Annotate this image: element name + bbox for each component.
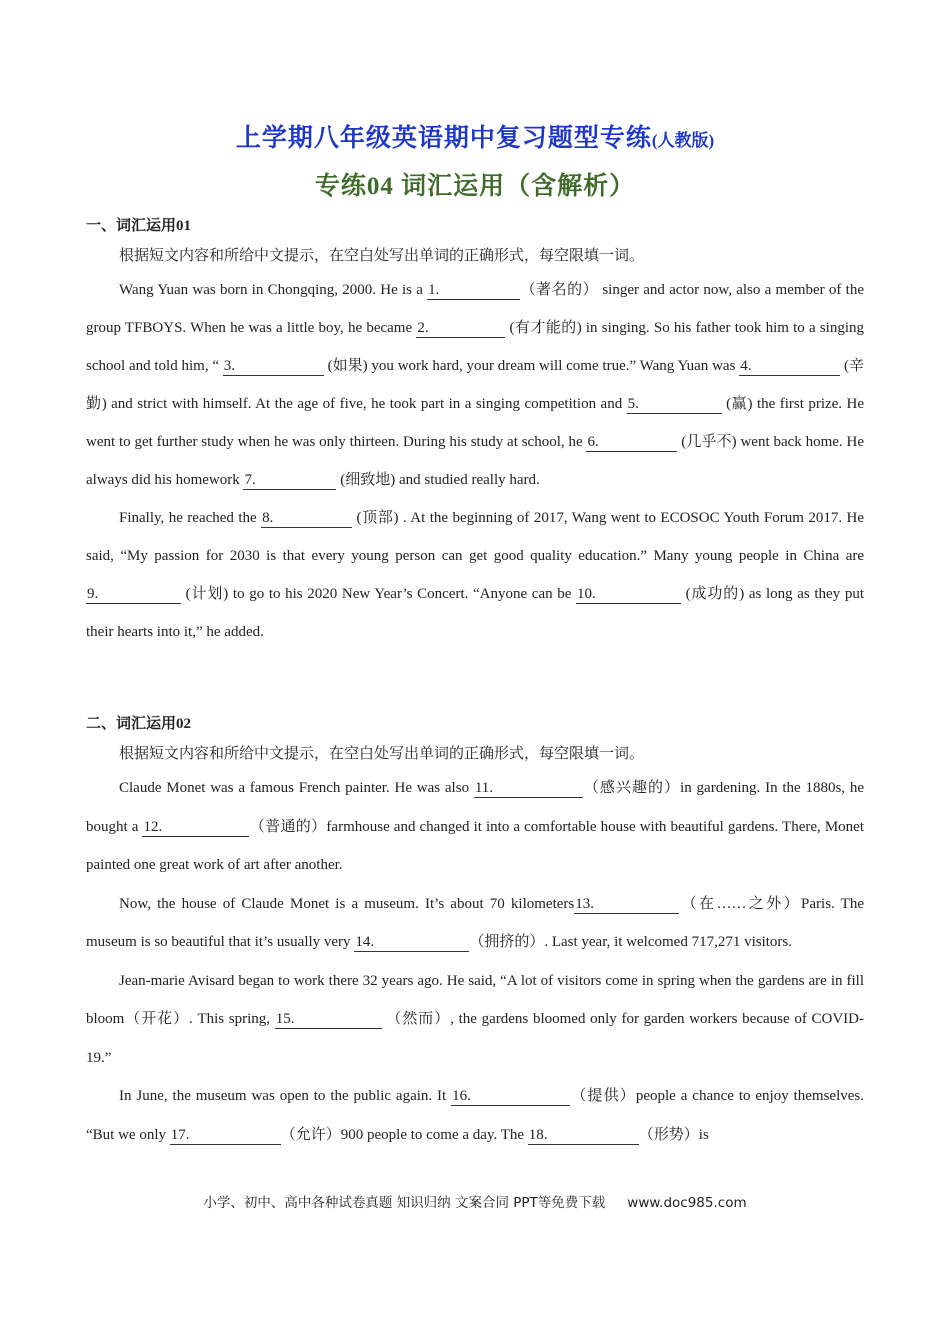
answer-blank-7[interactable]: 7. [243,471,336,490]
section-1 [86,211,864,651]
answer-blank-14[interactable]: 14. [354,933,469,952]
section-1-instruction: 根据短文内容和所给中文提示，在空白处写出单词的正确形式，每空限填一词。 [119,248,645,264]
section-1-paragraph-1: Wang Yuan was born in Chongqing, 2000. He is a 1. （著名的） singer and actor now, also a member of the group TFBOYS. When he was a little boy, he became 2. (有才能的) in singing. So his father took him to a singing school and told him, “ 3. (如果) you work hard, your dream will come true.” Wang Yuan was 4. (辛勤) and strict with himself. At the age of five, he took part in a singing competition and 5. (赢) the first prize. He went to get further study when he was only thirteen. During his study at school, he 6. (几乎不) went back home. He always did his homework 7. (细致地) and studied really hard. [86,282,865,488]
section-2 [86,709,864,1154]
page-title [0,118,950,154]
answer-blank-10[interactable]: 10. [576,585,681,604]
answer-blank-13[interactable]: 13. [574,895,679,914]
section-2-paragraph-2: Now, the house of Claude Monet is a museum. It’s about 70 kilometers13. （在……之外）Paris. The museum is so beautiful that it’s usually very 14. （拥挤的）. Last year, it welcomed 717,271 visitors. [86,895,864,950]
footer-url[interactable]: www.doc985.com [627,1195,747,1211]
section-1-paragraph-2: Finally, he reached the 8. (顶部) . At the beginning of 2017, Wang went to ECOSOC Youth Forum 2017. He said, “My passion for 2030 is that every young person can get good quality education.” Many young people in China are 9. (计划) to go to his 2020 New Year’s Concert. “Anyone can be 10. (成功的) as long as they put their hearts into it,” he added. [86,510,864,640]
answer-blank-15[interactable]: 15. [275,1010,382,1029]
section-2-paragraph-3: Jean-marie Avisard began to work there 32 years ago. He said, “A lot of visitors come in spring when the gardens are in fill bloom（开花）. This spring, 15. （然而）, the gardens bloomed only for garden workers because of COVID-19.” [86,972,864,1066]
page-subtitle: 专练04 词汇运用（含解析） [314,173,636,200]
answer-blank-11[interactable]: 11. [474,779,583,798]
section-2-heading: 二、词汇运用02 [86,716,192,732]
page-footer [0,1191,950,1211]
answer-blank-3[interactable]: 3. [223,357,324,376]
answer-blank-12[interactable]: 12. [142,818,249,837]
answer-blank-1[interactable]: 1. [427,281,520,300]
answer-blank-5[interactable]: 5. [627,395,722,414]
section-2-paragraph-4: In June, the museum was open to the public again. It 16. （提供）people a chance to enjoy themselves. “But we only 17. （允许）900 people to come a day. The 18. （形势）is [86,1088,864,1143]
answer-blank-2[interactable]: 2. [416,319,505,338]
answer-blank-4[interactable]: 4. [739,357,840,376]
answer-blank-18[interactable]: 18. [528,1126,639,1145]
answer-blank-16[interactable]: 16. [451,1087,570,1106]
answer-blank-6[interactable]: 6. [586,433,677,452]
answer-blank-8[interactable]: 8. [261,509,352,528]
answer-blank-9[interactable]: 9. [86,585,181,604]
title-suffix: (人教版) [651,131,715,150]
section-2-instruction: 根据短文内容和所给中文提示，在空白处写出单词的正确形式，每空限填一词。 [119,746,645,762]
footer-text: 小学、初中、高中各种试卷真题 知识归纳 文案合同 PPT等免费下载 [203,1195,606,1211]
answer-blank-17[interactable]: 17. [170,1126,281,1145]
title-main: 上学期八年级英语期中复习题型专练 [235,125,652,152]
section-2-paragraph-1: Claude Monet was a famous French painter. He was also 11. （感兴趣的）in gardening. In the 1880s, he bought a 12. （普通的）farmhouse and changed it into a comfortable house with beautiful gardens. There, Monet painted one great work of art after another. [86,780,865,873]
section-1-heading: 一、词汇运用01 [86,218,192,234]
